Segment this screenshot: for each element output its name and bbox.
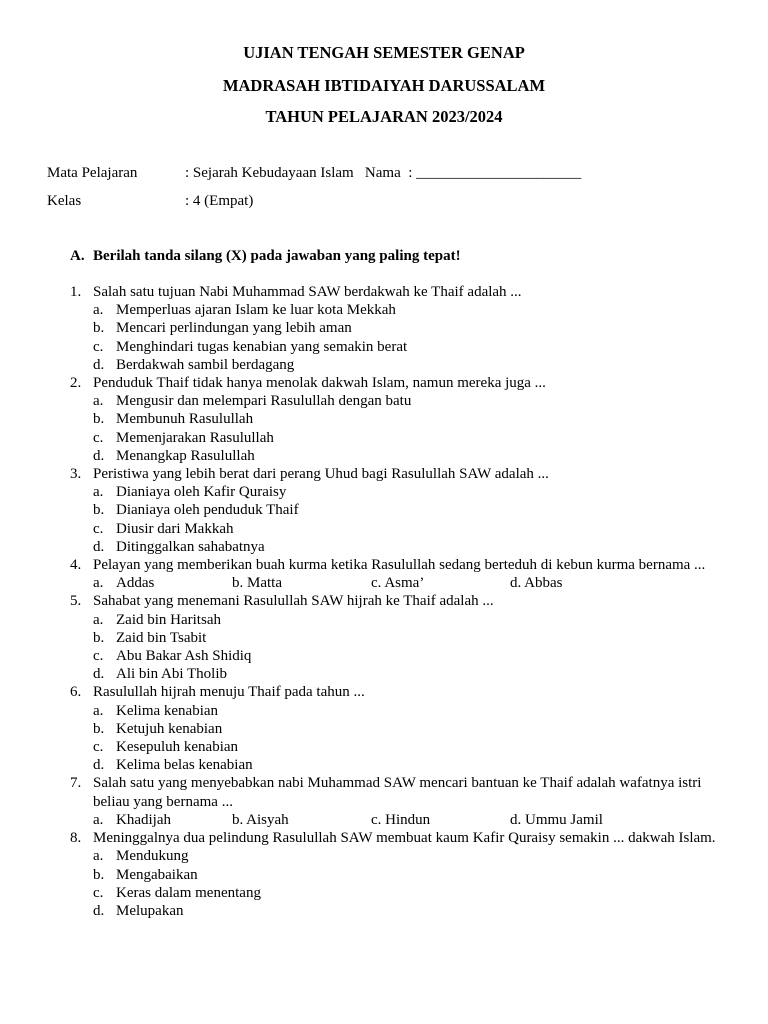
academic-year: TAHUN PELAJARAN 2023/2024 [265, 107, 503, 126]
option-letter: b. [93, 320, 105, 337]
answer-option: b. Aisyah [232, 811, 289, 828]
answer-option [93, 429, 730, 447]
section-letter: A. [70, 248, 85, 264]
option-text: Mengusir dan melempari Rasulullah dengan batu [116, 393, 412, 410]
answer-option [93, 501, 730, 519]
class-label: Kelas [47, 193, 82, 209]
answer-option [93, 520, 730, 538]
option-text: Mencari perlindungan yang lebih aman [116, 320, 352, 337]
option-letter: b. [93, 866, 105, 883]
option-letter: d. [93, 757, 105, 774]
question-item [70, 683, 730, 774]
answer-option [93, 483, 730, 501]
question-item [70, 465, 730, 556]
option-text: Diusir dari Makkah [116, 520, 234, 537]
option-text: Zaid bin Tsabit [116, 629, 207, 646]
answer-option: d. Abbas [510, 575, 563, 592]
option-letter: a. [93, 393, 104, 410]
section-a-instruction [70, 247, 461, 265]
question-text: Penduduk Thaif tidak hanya menolak dakwah Islam, namun mereka juga ... [93, 375, 546, 392]
subject-label: Mata Pelajaran [47, 165, 138, 181]
question-text: Rasulullah hijrah menuju Thaif pada tahun ... [93, 684, 365, 701]
answer-option [93, 356, 730, 374]
option-text: Berdakwah sambil berdagang [116, 356, 295, 373]
option-letter: b. [93, 720, 105, 737]
answer-option [93, 410, 730, 428]
option-text: Abu Bakar Ash Shidiq [116, 648, 252, 665]
answer-option [93, 702, 730, 720]
option-text: Ketujuh kenabian [116, 720, 223, 737]
question-text: Salah satu yang menyebabkan nabi Muhammad SAW mencari bantuan ke Thaif adalah wafatnya istri beliau yang bernama ... [93, 775, 702, 810]
question-item [70, 829, 730, 920]
answer-option: d. Ummu Jamil [510, 811, 603, 828]
option-letter: a. [93, 575, 104, 592]
question-number: 2. [70, 375, 82, 392]
option-letter: a. [93, 302, 104, 319]
option-text: Dianiaya oleh penduduk Thaif [116, 502, 299, 519]
option-letter: b. [93, 411, 105, 428]
option-text: Memperluas ajaran Islam ke luar kota Mekkah [116, 302, 396, 319]
answer-option: c. Hindun [371, 811, 431, 828]
option-letter: b. [93, 502, 105, 519]
question-item [70, 774, 730, 829]
answer-option [93, 629, 730, 647]
question-item [70, 556, 730, 592]
answer-option [93, 665, 730, 683]
answer-option [93, 538, 730, 556]
option-text: Menangkap Rasulullah [116, 447, 255, 464]
question-item [70, 374, 730, 465]
answer-option [93, 338, 730, 356]
answer-option [93, 574, 232, 592]
question-number: 3. [70, 466, 82, 483]
answer-option [93, 720, 730, 738]
option-letter: d. [93, 538, 105, 555]
section-title-text: Berilah tanda silang (X) pada jawaban yang paling tepat! [93, 248, 461, 264]
school-name: MADRASAH IBTIDAIYAH DARUSSALAM [222, 76, 546, 95]
option-text: Kelima kenabian [116, 702, 219, 719]
option-letter: a. [93, 611, 104, 628]
question-text: Pelayan yang memberikan buah kurma ketika Rasulullah sedang berteduh di kebun kurma bernama ... [93, 557, 706, 574]
option-text: Melupakan [116, 902, 184, 919]
question-number: 8. [70, 830, 82, 847]
option-letter: c. [93, 739, 104, 756]
option-text: Ditinggalkan sahabatnya [116, 538, 265, 555]
question-item [70, 592, 730, 683]
option-letter: a. [93, 811, 104, 828]
answer-option [93, 611, 730, 629]
option-text: Mengabaikan [116, 866, 198, 883]
answer-option [93, 884, 730, 902]
option-letter: d. [93, 902, 105, 919]
option-letter: c. [93, 520, 104, 537]
option-text: Keras dalam menentang [116, 884, 261, 901]
answer-option [93, 866, 730, 884]
option-text: Ali bin Abi Tholib [116, 666, 227, 683]
option-text: Khadijah [116, 811, 171, 828]
option-text: Membunuh Rasulullah [116, 411, 254, 428]
option-letter: d. [93, 447, 105, 464]
question-text: Sahabat yang menemani Rasulullah SAW hijrah ke Thaif adalah ... [93, 593, 494, 610]
exam-title: UJIAN TENGAH SEMESTER GENAP [243, 43, 525, 62]
option-letter: a. [93, 848, 104, 865]
option-letter: c. [93, 338, 104, 355]
answer-option [93, 847, 730, 865]
answer-option [93, 319, 730, 337]
answer-option: c. Asma’ [371, 575, 425, 592]
option-letter: a. [93, 702, 104, 719]
answer-option [93, 738, 730, 756]
class-value: : 4 (Empat) [185, 193, 254, 209]
option-letter: c. [93, 648, 104, 665]
question-text: Salah satu tujuan Nabi Muhammad SAW berdakwah ke Thaif adalah ... [93, 284, 522, 300]
question-list [70, 283, 730, 920]
question-text: Peristiwa yang lebih berat dari perang Uhud bagi Rasulullah SAW adalah ... [93, 466, 549, 483]
option-text: Mendukung [116, 848, 189, 865]
answer-option [93, 811, 232, 829]
option-text: Dianiaya oleh Kafir Quraisy [116, 484, 287, 501]
option-letter: d. [93, 356, 105, 373]
option-text: Addas [116, 575, 155, 592]
answer-option [93, 647, 730, 665]
answer-option [93, 902, 730, 920]
option-text: Kesepuluh kenabian [116, 739, 239, 756]
answer-option [93, 447, 730, 465]
subject-and-name-value: : Sejarah Kebudayaan Islam Nama : ______________________ [185, 165, 582, 181]
option-letter: d. [93, 666, 105, 683]
question-number: 4. [70, 557, 82, 574]
option-text: Menghindari tugas kenabian yang semakin berat [116, 338, 408, 355]
option-letter: b. [93, 629, 105, 646]
inline-answer-options [93, 811, 730, 829]
answer-option [93, 756, 730, 774]
inline-answer-options [93, 574, 730, 592]
option-letter: c. [93, 884, 104, 901]
question-number: 1. [70, 284, 82, 300]
answer-option [93, 301, 730, 319]
option-letter: c. [93, 429, 104, 446]
option-text: Zaid bin Haritsah [116, 611, 221, 628]
question-number: 5. [70, 593, 82, 610]
option-letter: a. [93, 484, 104, 501]
answer-option [93, 392, 730, 410]
question-number: 6. [70, 684, 82, 701]
option-text: Kelima belas kenabian [116, 757, 253, 774]
option-text: Memenjarakan Rasulullah [116, 429, 274, 446]
question-number: 7. [70, 775, 82, 792]
question-item [70, 283, 730, 374]
answer-option: b. Matta [232, 575, 282, 592]
question-text: Meninggalnya dua pelindung Rasulullah SAW membuat kaum Kafir Quraisy semakin ... dakwah Islam. [93, 830, 716, 847]
